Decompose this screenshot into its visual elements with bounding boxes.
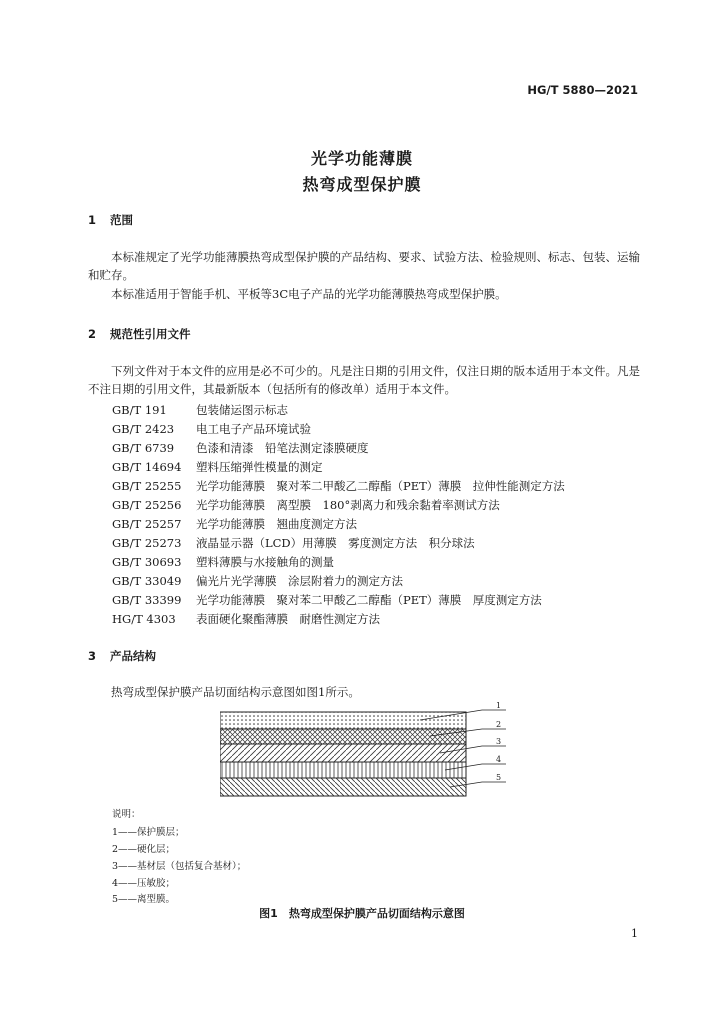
reference-code: GB/T 14694 bbox=[112, 460, 182, 474]
layer-number-4: 4 bbox=[496, 755, 502, 764]
section-3-paragraph-1: 热弯成型保护膜产品切面结构示意图如图1所示。 bbox=[111, 685, 360, 699]
reference-item bbox=[112, 478, 565, 494]
layer-hard-coat bbox=[220, 729, 466, 744]
section-3-heading bbox=[88, 648, 156, 664]
reference-item bbox=[112, 402, 288, 418]
reference-code: GB/T 25273 bbox=[112, 536, 182, 550]
reference-item bbox=[112, 440, 369, 456]
reference-item bbox=[112, 573, 403, 589]
figure-caption: 图1 热弯成型保护膜产品切面结构示意图 bbox=[259, 907, 465, 920]
reference-code: GB/T 25257 bbox=[112, 517, 182, 531]
reference-title: 色漆和清漆 铅笔法测定漆膜硬度 bbox=[196, 441, 369, 455]
layer-release-film bbox=[220, 778, 466, 796]
reference-item bbox=[112, 611, 380, 627]
reference-item bbox=[112, 497, 500, 513]
reference-title: 光学功能薄膜 翘曲度测定方法 bbox=[196, 517, 357, 531]
legend-item: 2——硬化层； bbox=[112, 844, 176, 855]
section-title: 产品结构 bbox=[110, 649, 156, 663]
reference-title: 光学功能薄膜 离型膜 180°剥离力和残余黏着率测试方法 bbox=[196, 498, 500, 512]
reference-code: HG/T 4303 bbox=[112, 612, 176, 626]
layer-adhesive bbox=[220, 762, 466, 778]
section-number: 3 bbox=[88, 649, 97, 663]
section-1-paragraph-2: 本标准适用于智能手机、平板等3C电子产品的光学功能薄膜热弯成型保护膜。 bbox=[111, 287, 507, 301]
section-1-paragraph-1: 本标准规定了光学功能薄膜热弯成型保护膜的产品结构、要求、试验方法、检验规则、标志、包装、运输和贮存。 bbox=[88, 250, 640, 282]
layer-number-2: 2 bbox=[496, 720, 502, 729]
legend-item: 3——基材层（包括复合基材）； bbox=[112, 861, 247, 872]
legend-item: 4——压敏胶； bbox=[112, 878, 176, 889]
section-number: 1 bbox=[88, 213, 97, 227]
section-title: 规范性引用文件 bbox=[110, 327, 191, 341]
reference-title: 塑料压缩弹性模量的测定 bbox=[196, 460, 323, 474]
legend-title: 说明： bbox=[112, 809, 141, 820]
layer-number-5: 5 bbox=[496, 773, 502, 782]
reference-item bbox=[112, 421, 311, 437]
reference-code: GB/T 191 bbox=[112, 403, 167, 417]
section-2-heading bbox=[88, 326, 191, 342]
reference-item bbox=[112, 516, 357, 532]
reference-item bbox=[112, 459, 323, 475]
reference-title: 液晶显示器（LCD）用薄膜 雾度测定方法 积分球法 bbox=[196, 536, 475, 550]
reference-title: 光学功能薄膜 聚对苯二甲酸乙二醇酯（PET）薄膜 拉伸性能测定方法 bbox=[196, 479, 565, 493]
reference-item bbox=[112, 535, 475, 551]
section-1-heading bbox=[88, 212, 133, 228]
legend-item: 5——离型膜。 bbox=[112, 894, 176, 905]
reference-code: GB/T 6739 bbox=[112, 441, 175, 455]
reference-item bbox=[112, 554, 334, 570]
legend-item: 1——保护膜层； bbox=[112, 827, 185, 838]
reference-title: 包装储运图示标志 bbox=[196, 403, 288, 417]
title-line-2: 热弯成型保护膜 bbox=[302, 175, 422, 194]
reference-code: GB/T 25255 bbox=[112, 479, 182, 493]
document-code: HG/T 5880—2021 bbox=[527, 83, 638, 97]
section-number: 2 bbox=[88, 327, 97, 341]
reference-code: GB/T 25256 bbox=[112, 498, 182, 512]
reference-code: GB/T 30693 bbox=[112, 555, 182, 569]
section-title: 范围 bbox=[110, 213, 133, 227]
layer-substrate bbox=[220, 744, 466, 762]
reference-title: 塑料薄膜与水接触角的测量 bbox=[196, 555, 334, 569]
cross-section-diagram bbox=[220, 702, 520, 800]
layer-number-3: 3 bbox=[496, 737, 502, 746]
section-2-paragraph-1: 下列文件对于本文件的应用是必不可少的。凡是注日期的引用文件，仅注日期的版本适用于本文件。凡是不注日期的引用文件，其最新版本（包括所有的修改单）适用于本文件。 bbox=[88, 364, 640, 396]
page-number: 1 bbox=[631, 927, 638, 940]
reference-title: 偏光片光学薄膜 涂层附着力的测定方法 bbox=[196, 574, 403, 588]
reference-code: GB/T 33399 bbox=[112, 593, 182, 607]
reference-code: GB/T 2423 bbox=[112, 422, 175, 436]
reference-item bbox=[112, 592, 542, 608]
title-line-1: 光学功能薄膜 bbox=[310, 149, 413, 168]
reference-title: 表面硬化聚酯薄膜 耐磨性测定方法 bbox=[196, 612, 380, 626]
reference-title: 光学功能薄膜 聚对苯二甲酸乙二醇酯（PET）薄膜 厚度测定方法 bbox=[196, 593, 542, 607]
reference-code: GB/T 33049 bbox=[112, 574, 182, 588]
layer-protective-film bbox=[220, 712, 466, 729]
reference-title: 电工电子产品环境试验 bbox=[196, 422, 311, 436]
layer-number-1: 1 bbox=[496, 702, 502, 710]
